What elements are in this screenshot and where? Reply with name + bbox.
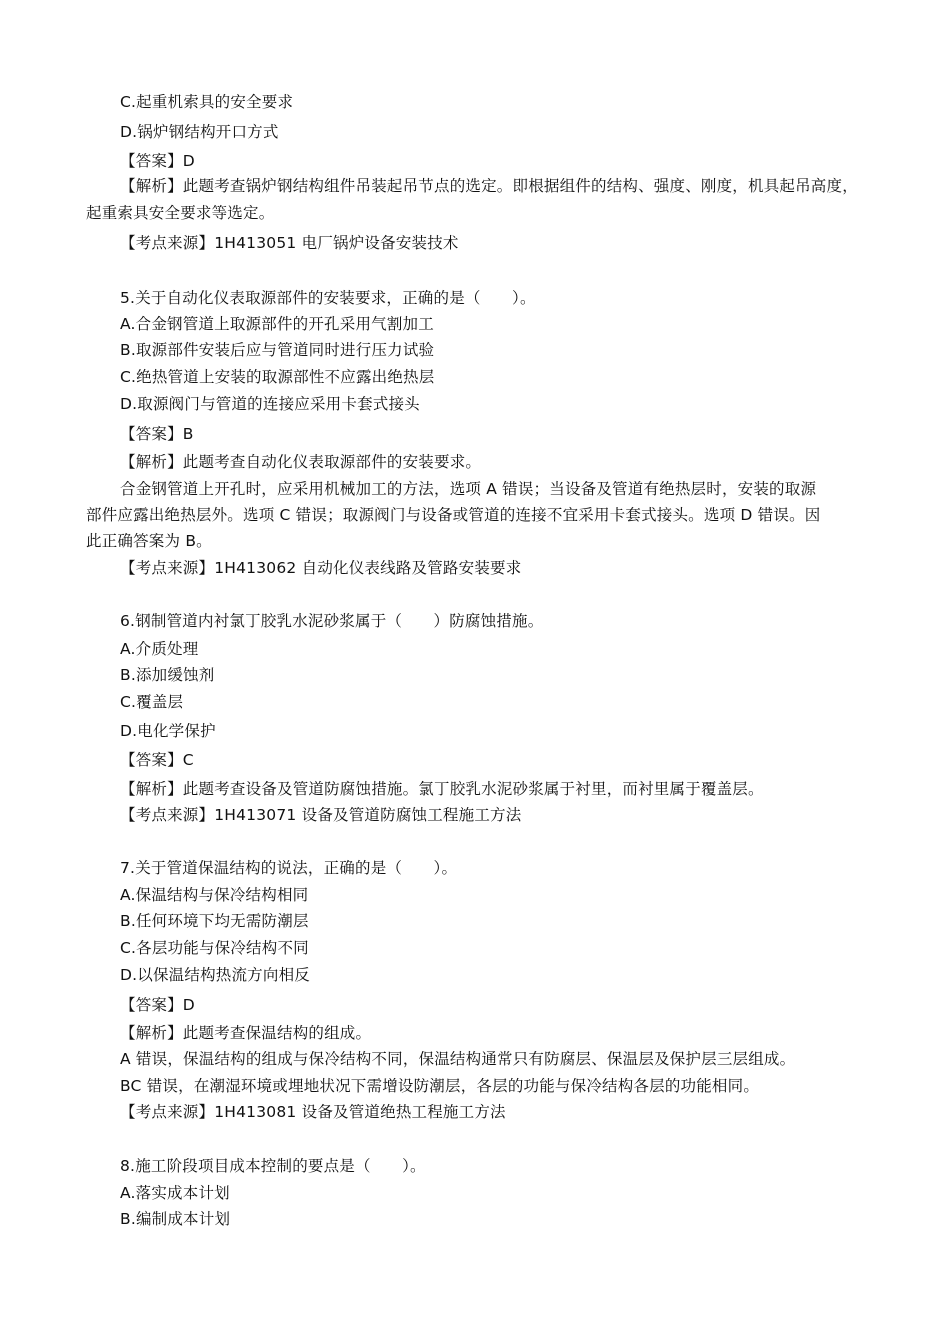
q7-option-b: B.任何环境下均无需防潮层 (120, 912, 309, 930)
q4-source: 【考点来源】1H413051 电厂锅炉设备安装技术 (120, 234, 459, 252)
q5-source: 【考点来源】1H413062 自动化仪表线路及管路安装要求 (120, 559, 522, 577)
q7-stem: 7.关于管道保温结构的说法，正确的是（ ）。 (120, 859, 458, 877)
q5-option-b: B.取源部件安装后应与管道同时进行压力试验 (120, 341, 435, 359)
q8-stem: 8.施工阶段项目成本控制的要点是（ ）。 (120, 1157, 426, 1175)
q7-analysis-line-1: 【解析】此题考查保温结构的组成。 (120, 1024, 372, 1042)
q6-option-a: A.介质处理 (120, 640, 199, 658)
q5-option-a: A.合金钢管道上取源部件的开孔采用气割加工 (120, 315, 434, 333)
q5-analysis-line-3: 部件应露出绝热层外。选项 C 错误；取源阀门与设备或管道的连接不宜采用卡套式接头。选项 D 错误。因 (86, 506, 821, 524)
q8-option-a: A.落实成本计划 (120, 1184, 230, 1202)
q4-option-d: D.锅炉钢结构开口方式 (120, 123, 279, 141)
q7-option-d: D.以保温结构热流方向相反 (120, 966, 310, 984)
q4-analysis-line-2: 起重索具安全要求等选定。 (86, 204, 275, 222)
q4-option-c: C.起重机索具的安全要求 (120, 93, 294, 111)
q7-option-c: C.各层功能与保冷结构不同 (120, 939, 309, 957)
q5-analysis-line-1: 【解析】此题考查自动化仪表取源部件的安装要求。 (120, 453, 482, 471)
q7-analysis-line-2: A 错误，保温结构的组成与保冷结构不同，保温结构通常只有防腐层、保温层及保护层三层组成。 (120, 1050, 796, 1068)
q4-analysis-line-1: 【解析】此题考查锅炉钢结构组件吊装起吊节点的选定。即根据组件的结构、强度、刚度，机具起吊高度， (120, 177, 858, 195)
q5-option-c: C.绝热管道上安装的取源部性不应露出绝热层 (120, 368, 435, 386)
q6-option-c: C.覆盖层 (120, 693, 184, 711)
q7-source: 【考点来源】1H413081 设备及管道绝热工程施工方法 (120, 1103, 506, 1121)
q5-answer: 【答案】B (120, 425, 194, 443)
q5-analysis-line-4: 此正确答案为 B。 (86, 532, 212, 550)
q8-option-b: B.编制成本计划 (120, 1210, 231, 1228)
q5-stem: 5.关于自动化仪表取源部件的安装要求，正确的是（ ）。 (120, 289, 536, 307)
q6-option-b: B.添加缓蚀剂 (120, 666, 215, 684)
q5-analysis-line-2: 合金钢管道上开孔时，应采用机械加工的方法，选项 A 错误；当设备及管道有绝热层时，安装的取源 (120, 480, 817, 498)
q7-answer: 【答案】D (120, 996, 195, 1014)
q6-answer: 【答案】C (120, 751, 194, 769)
q5-option-d: D.取源阀门与管道的连接应采用卡套式接头 (120, 395, 420, 413)
q6-option-d: D.电化学保护 (120, 722, 216, 740)
q7-option-a: A.保温结构与保冷结构相同 (120, 886, 309, 904)
q6-analysis-line-1: 【解析】此题考查设备及管道防腐蚀措施。氯丁胶乳水泥砂浆属于衬里，而衬里属于覆盖层。 (120, 780, 764, 798)
q6-stem: 6.钢制管道内衬氯丁胶乳水泥砂浆属于（ ）防腐蚀措施。 (120, 612, 544, 630)
q4-answer: 【答案】D (120, 152, 195, 170)
q7-analysis-line-3: BC 错误，在潮湿环境或埋地状况下需增设防潮层，各层的功能与保冷结构各层的功能相同。 (120, 1077, 760, 1095)
q6-source: 【考点来源】1H413071 设备及管道防腐蚀工程施工方法 (120, 806, 522, 824)
